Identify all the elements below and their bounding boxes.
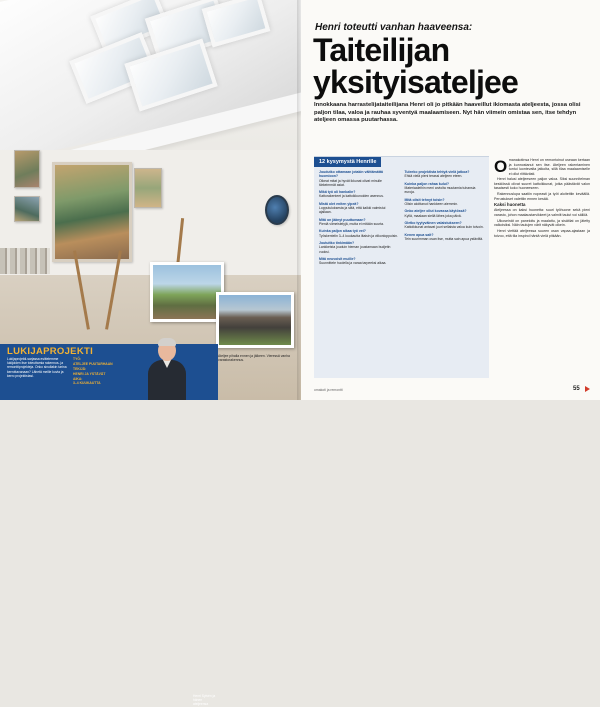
qa-question: Tuleeko projektista tehtyä vielä jatkoa? (404, 170, 470, 174)
article-kicker: Henri toteutti vanhan haaveensa: (315, 22, 473, 33)
qa-answer: Lopputuloksesta ja siitä, että kaikki valmistui ajallaan. (319, 206, 386, 215)
photo-caption: Ateljee pihalla ennen ja jälkeen. Vieressä vanha varastorakennus. (218, 354, 290, 363)
body-paragraph: Henri halusi ateljeeseen paljon valoa. Siksi suunnitelman keskiössä olivat suuret kattoikkunat, jotka päästävät valon tasaisesti koko huoneeseen. (494, 177, 590, 191)
qa-item (405, 170, 485, 179)
qa-question: Kuinka paljon aikaa työ vei? (319, 229, 366, 234)
easel-painting (52, 162, 132, 262)
fact-line: ATELJEE PUUTARHAAN (73, 361, 113, 366)
body-paragraph (494, 158, 590, 176)
fact-line: TYÖ: (73, 357, 82, 361)
qa-answer: Olisin aloittanut hankkeen aiemmin. (404, 201, 459, 206)
qa-question: Kuinka paljon rahaa kului? (404, 181, 450, 186)
wall-painting (14, 150, 40, 188)
qa-answer: Ehkä vielä pieni terassi ateljeen eteen. (404, 174, 463, 179)
qa-item (405, 221, 485, 230)
qa-answer: Suunnittele huolella ja varaa tarpeeksi aikaa. (319, 261, 387, 266)
qa-answer: Tein suurimman osan itse, mutta sain apua ystäviltä. (404, 236, 484, 241)
qa-answer: Materiaaleihin meni arviolta muutamia tuhansia euroja. (404, 185, 476, 195)
wall-painting (134, 168, 162, 208)
body-paragraph: Henri viettää ateljeessa suuren osan vapaa-ajastaan ja toivoo, että tila inspiroi häntä vielä pitkään. (494, 229, 590, 238)
qa-question: Oletko tyytyväinen valaistukseen? (404, 220, 462, 225)
article-body (494, 158, 590, 239)
footer-magazine-name: omakoti ja remontti (314, 388, 343, 392)
qa-item (405, 233, 485, 242)
headline-line: Taiteilijan (313, 32, 450, 68)
headline-line: yksityisateljee (313, 64, 519, 100)
inset-photo-shed (216, 292, 294, 348)
next-page-arrow-icon[interactable] (585, 386, 590, 392)
qa-answer: Kattoikkunat antavat juuri sellaista valoa kuin toivoin. (404, 225, 484, 230)
qa-question: Mitä neuvoisit muille? (319, 257, 356, 262)
qa-question: Mistä olet eniten ylpeä? (319, 201, 359, 206)
qa-item (319, 229, 399, 238)
fact-line: 3–4 KUUKAUTTA (73, 381, 101, 386)
qa-question: Mitä olisit tehnyt toisin? (404, 197, 445, 202)
qa-question: Mitä on jäänyt puuttumaan? (319, 217, 366, 222)
qa-answer: Kattorakenteet ja kattoikkunoiden asennus. (319, 194, 384, 199)
supply-shelf (0, 248, 50, 274)
reader-project-title: LUKIJAPROJEKTI (7, 346, 94, 357)
body-paragraph: Ateljeessa on kaksi huonetta: suuri työhuone sekä pieni varasto, johon maalaustarvikkeet ja valmiit taulut voi säilöä. (494, 208, 590, 217)
fact-line: TEKIJÄ: (73, 366, 87, 371)
page-number: 55 (573, 386, 580, 392)
qa-item (319, 202, 399, 215)
qa-columns (319, 170, 484, 269)
wall-painting (14, 196, 40, 222)
qa-question: Mikä työ oli hankalin? (319, 190, 356, 195)
fact-line: HENRI JA YSTÄVÄT (73, 371, 106, 376)
qa-item (405, 198, 485, 207)
reader-project-facts (73, 357, 133, 386)
reader-project-intro: Lukijaprojekti-sarjassa esittelemme lukijoiden itse toteuttamia rakennus- ja remonttiprojekteja. Onko sinullakin tarina kerrottavanaan? Lähetä meille kuvia ja kerro projektistasi. (7, 357, 67, 378)
qa-box (314, 156, 489, 378)
qa-item (405, 209, 485, 218)
qa-question: Joudutko ottamaan jotakin välttämättä huomioon? (319, 170, 383, 179)
qa-question: Onko ateljee ollut kovassa käytössä? (404, 209, 467, 214)
reader-portrait (144, 334, 190, 400)
qa-item (319, 190, 399, 199)
inset-photo-exterior (150, 262, 224, 322)
reader-name: Henri Sylvén ja hänen ateljeensa (193, 694, 216, 707)
body-paragraph: Rakennuslupa saatiin nopeasti ja työt aloitettiin keväällä. Perustukset valettiin ennen kesää. (494, 192, 590, 201)
qa-column-left (319, 170, 399, 269)
qa-answer: Työskentelin 3–4 kuukautta iltaisin ja viikonloppuisin. (319, 233, 398, 238)
qa-answer: Oikeat mitat ja hyvät ikkunat olivat minulle tärkeimmät asiat. (319, 178, 382, 187)
qa-item (319, 241, 399, 254)
qa-title: 12 kysymystä Henrille (314, 157, 381, 167)
qa-item (405, 182, 485, 195)
article-lead: Innokkaana harrastelijataiteilijana Henri oli jo pitkään haaveillut ikiomasta ateljeesta, jossa olisi paljon tilaa, valoa ja rauhaa syventyä maalaamiseen. Nyt hän viimein omistaa sen, itse tehdyn ateljeen omassa puutarhassa. (314, 102, 581, 124)
round-painting (265, 195, 289, 225)
qa-answer: Pieniä viimeistelyjä, mutta ei mitään suurta. (319, 222, 385, 227)
qa-question: Joutuitko tinkimään? (319, 241, 355, 246)
qa-item (319, 170, 399, 187)
body-paragraph: Ulkoseinät on paneloitu ja maalattu, ja sisätilat on jätetty valkoisiksi. Näin taulujen värit näkyvät oikein. (494, 218, 590, 228)
qa-answer: Lankkeista jouduin hieman joustamaan budjetin vuoksi. (319, 245, 391, 254)
qa-answer: Kyllä, maalaan siellä lähes joka päivä. (404, 213, 462, 218)
body-subhead: Kaksi huonetta (494, 202, 526, 208)
article-headline (313, 34, 518, 98)
qa-item (319, 218, 399, 227)
right-page-article (301, 0, 600, 400)
fact-line: AIKA: (73, 376, 83, 381)
qa-question: Kenen apua sait? (404, 232, 434, 237)
body-text: manakotinsa Henri on remontoinut useaan kertaan ja kunnostanut sen itse. Ateljeen rakentaminen tuntui luontevalta jatkolta, sillä tilaa maalaamiselle ei ollut riittävästi. (508, 158, 590, 176)
portrait-hair (158, 338, 176, 346)
qa-item (319, 257, 399, 266)
drop-cap: O (494, 156, 508, 176)
qa-column-right (405, 170, 485, 269)
